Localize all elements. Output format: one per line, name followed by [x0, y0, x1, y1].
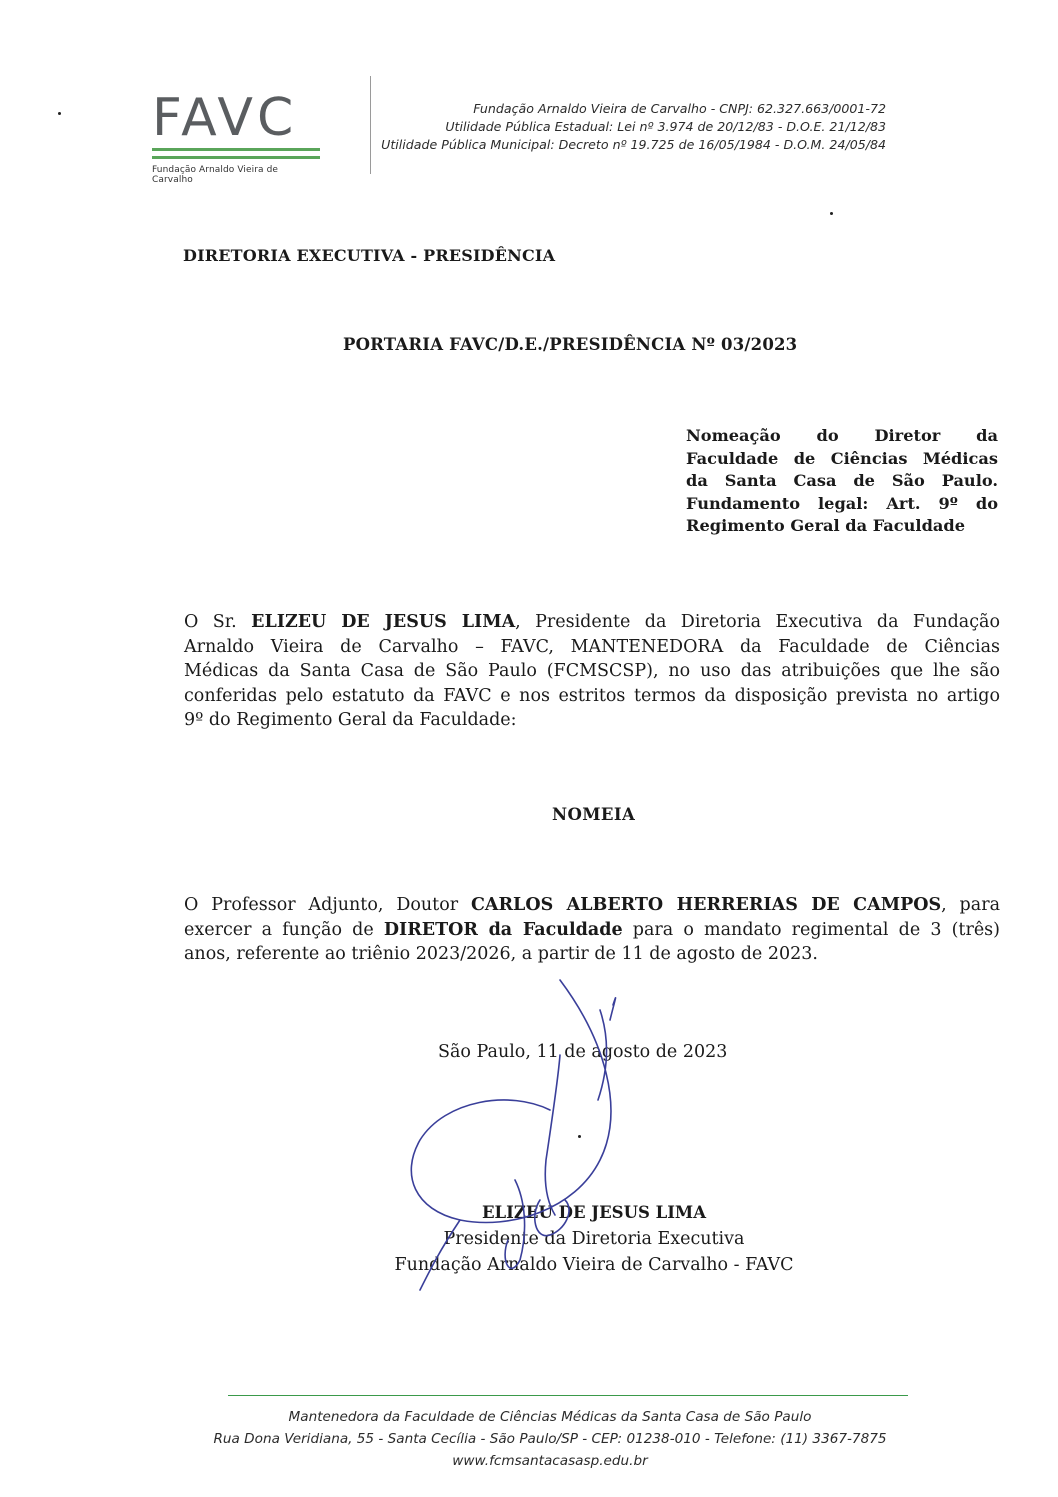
position-title: DIRETOR da Faculdade: [383, 919, 623, 940]
text-run: O Sr.: [184, 612, 252, 632]
favc-logo: [152, 88, 320, 185]
ementa-line: Nomeação do Diretor da: [686, 426, 998, 445]
footer-website: www.fcmsantacasasp.edu.br: [452, 1453, 648, 1469]
text-run: para o mandato regimental de 3 (três): [622, 919, 1000, 940]
ementa-line: da Santa Casa de São Paulo.: [686, 471, 998, 490]
paragraph-line: conferidas pelo estatuto da FAVC e nos estritos termos da disposição prevista no artigo: [184, 685, 1000, 706]
nomeia-heading: NOMEIA: [552, 805, 636, 824]
ementa: [686, 425, 998, 538]
header-divider: [370, 76, 371, 174]
preamble-paragraph: [184, 610, 1000, 733]
directorate-heading: DIRETORIA EXECUTIVA - PRESIDÊNCIA: [183, 246, 556, 265]
signatory-name: ELIZEU DE JESUS LIMA: [481, 1203, 706, 1222]
place-date: São Paulo, 11 de agosto de 2023: [438, 1042, 728, 1062]
logo-mark: FAVC: [152, 88, 298, 148]
text-run: , para: [941, 895, 1000, 915]
paragraph-line: [184, 918, 1000, 943]
footer-line: Mantenedora da Faculdade de Ciências Médicas da Santa Casa de São Paulo: [288, 1409, 812, 1425]
scan-speck: [578, 1135, 581, 1138]
ementa-line: Fundamento legal: Art. 9º do: [686, 493, 998, 513]
header-info-line: Utilidade Pública Municipal: Decreto nº 19.725 de 16/05/1984 - D.O.M. 24/05/84: [381, 137, 886, 152]
header-info-line: Fundação Arnaldo Vieira de Carvalho - CNPJ: 62.327.663/0001-72: [473, 101, 886, 116]
paragraph-line: Médicas da Santa Casa de São Paulo (FCMSCSP), no uso das atribuições que lhe são: [184, 661, 1000, 681]
text-run: O Professor Adjunto, Doutor: [184, 895, 471, 915]
appointment-paragraph: [184, 893, 1000, 967]
text-run: , Presidente da Diretoria Executiva da Fundação: [515, 612, 1000, 632]
portaria-title: PORTARIA FAVC/D.E./PRESIDÊNCIA Nº 03/2023: [343, 335, 798, 354]
scan-speck: [830, 212, 833, 215]
paragraph-line: anos, referente ao triênio 2023/2026, a partir de 11 de agosto de 2023.: [184, 944, 818, 964]
paragraph-line: [184, 893, 1000, 918]
header-info: [381, 100, 886, 154]
logo-underline: [152, 148, 320, 151]
signatory-role: Presidente da Diretoria Executiva: [443, 1229, 745, 1249]
ementa-line: Regimento Geral da Faculdade: [686, 516, 965, 535]
logo-underline-2: [152, 156, 320, 159]
text-run: exercer a função de: [184, 919, 384, 940]
header-info-line: Utilidade Pública Estadual: Lei nº 3.974 de 20/12/83 - D.O.E. 21/12/83: [445, 119, 886, 134]
signature-block: [376, 1200, 812, 1278]
paragraph-line: 9º do Regimento Geral da Faculdade:: [184, 710, 517, 730]
footer-line: Rua Dona Veridiana, 55 - Santa Cecília - São Paulo/SP - CEP: 01238-010 - Telefone: (11) 3367-7875: [213, 1431, 887, 1447]
footer-rule: [228, 1395, 908, 1396]
scan-speck: [58, 112, 61, 115]
logo-subtitle: Fundação Arnaldo Vieira de Carvalho: [152, 165, 279, 185]
appointee-name: CARLOS ALBERTO HERRERIAS DE CAMPOS: [471, 895, 942, 915]
ementa-line: Faculdade de Ciências Médicas: [686, 448, 998, 468]
president-name: ELIZEU DE JESUS LIMA: [251, 612, 516, 632]
paragraph-line: Arnaldo Vieira de Carvalho – FAVC, MANTENEDORA da Faculdade de Ciências: [184, 636, 1000, 657]
paragraph-line: [184, 610, 1000, 635]
signatory-org: Fundação Arnaldo Vieira de Carvalho - FAVC: [394, 1255, 794, 1275]
